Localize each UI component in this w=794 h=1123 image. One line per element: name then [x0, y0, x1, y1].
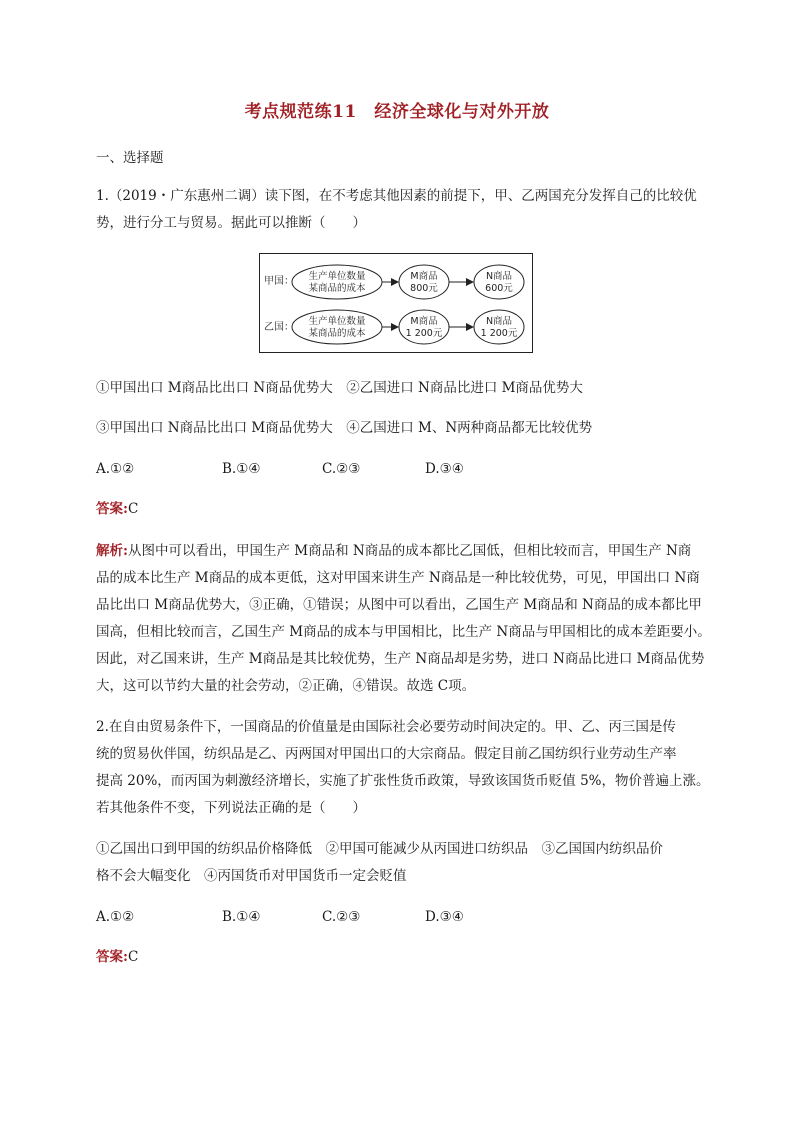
row2-source-line1: 生产单位数量	[308, 316, 366, 327]
row2-source-line2: 某商品的成本	[308, 328, 366, 339]
q1-stem-line2: 势，进行分工与贸易。据此可以推断（ ）	[96, 215, 366, 231]
q1-explain-line6: 大，这可以节约大量的社会劳动，②正确，④错误。故选 C项。	[96, 678, 476, 694]
q1-stem-line1: 1.（2019・广东惠州二调）读下图，在不考虑其他因素的前提下，甲、乙两国充分发挥自己的比较优	[96, 188, 697, 204]
row1-m-value: 800元	[410, 283, 438, 294]
q2-choice-d: D.③④	[425, 909, 464, 925]
q1-answer	[96, 501, 138, 517]
row2-m-label: M商品	[410, 316, 438, 327]
q2-stem-line3: 提高 20%，而丙国为刺激经济增长，实施了扩张性货币政策，导致该国货币贬值 5%，物价普遍上涨。	[96, 773, 710, 789]
q1-explain-line5: 因此，对乙国来讲，生产 M商品是其比较优势，生产 N商品却是劣势，进口 N商品比进口 M商品优势	[96, 651, 705, 667]
q1-answer-label: 答案:	[96, 501, 128, 517]
row1-source-line2: 某商品的成本	[308, 283, 366, 294]
q1-answer-value: C	[127, 501, 139, 517]
q2-stem-line2: 统的贸易伙伴国，纺织品是乙、丙两国对甲国出口的大宗商品。假定目前乙国纺织行业劳动生产率	[96, 746, 677, 762]
q1-choice-d: D.③④	[425, 461, 464, 477]
page-title: 考点规范练11 经济全球化与对外开放	[244, 102, 550, 122]
row2-country-label: 乙国：	[264, 322, 294, 333]
q1-explain-line4: 国高，但相比较而言，乙国生产 M商品的成本与甲国相比，比生产 N商品与甲国相比的成本差距要小。	[96, 624, 711, 640]
row1-m-label: M商品	[410, 271, 438, 282]
q2-answer-value: C	[127, 949, 139, 965]
q1-choice-b: B.①④	[222, 461, 261, 477]
q1-choice-a: A.①②	[96, 461, 135, 477]
q2-choice-a: A.①②	[96, 909, 135, 925]
q2-stem-line4: 若其他条件不变，下列说法正确的是（ ）	[96, 800, 366, 816]
q2-answer	[96, 949, 138, 965]
q2-answer-label: 答案:	[96, 949, 128, 965]
q1-explain-text1: 从图中可以看出，甲国生产 M商品和 N商品的成本都比乙国低，但相比较而言，甲国生产 N商	[127, 543, 692, 559]
row1-country-label: 甲国：	[264, 276, 294, 287]
row2-m-value: 1 200元	[405, 328, 443, 339]
q1-option-line1: ①甲国出口 M商品比出口 N商品优势大 ②乙国进口 N商品比进口 M商品优势大	[96, 380, 583, 396]
row2-n-label: N商品	[485, 316, 513, 327]
q2-choice-c: C.②③	[322, 909, 361, 925]
section-heading: 一、选择题	[96, 150, 164, 166]
q1-explain-label: 解析:	[96, 543, 128, 559]
row2-n-value: 1 200元	[480, 328, 518, 339]
q1-cost-diagram	[259, 253, 533, 353]
q1-choice-c: C.②③	[322, 461, 361, 477]
q2-option-line2: 格不会大幅变化 ④丙国货币对甲国货币一定会贬值	[96, 868, 407, 884]
row1-n-value: 600元	[485, 283, 513, 294]
q2-stem-line1: 2.在自由贸易条件下，一国商品的价值量是由国际社会必要劳动时间决定的。甲、乙、丙三国是传	[96, 719, 676, 735]
q1-option-line2: ③甲国出口 N商品比出口 M商品优势大 ④乙国进口 M、N两种商品都无比较优势	[96, 420, 593, 436]
q2-option-line1: ①乙国出口到甲国的纺织品价格降低 ②甲国可能减少从丙国进口纺织品 ③乙国国内纺织品价	[96, 841, 663, 857]
q1-explain-line2: 品的成本比生产 M商品的成本更低，这对甲国来讲生产 N商品是一种比较优势，可见，甲国出口 N商	[96, 570, 700, 586]
q1-explain-line1	[96, 543, 691, 559]
q2-choice-b: B.①④	[222, 909, 261, 925]
row1-source-line1: 生产单位数量	[308, 271, 366, 282]
q1-diagram-svg	[260, 254, 534, 354]
q1-explain-line3: 品比出口 M商品优势大，③正确，①错误；从图中可以看出，乙国生产 M商品和 N商品的成本都比甲	[96, 597, 702, 613]
row1-n-label: N商品	[485, 271, 513, 282]
